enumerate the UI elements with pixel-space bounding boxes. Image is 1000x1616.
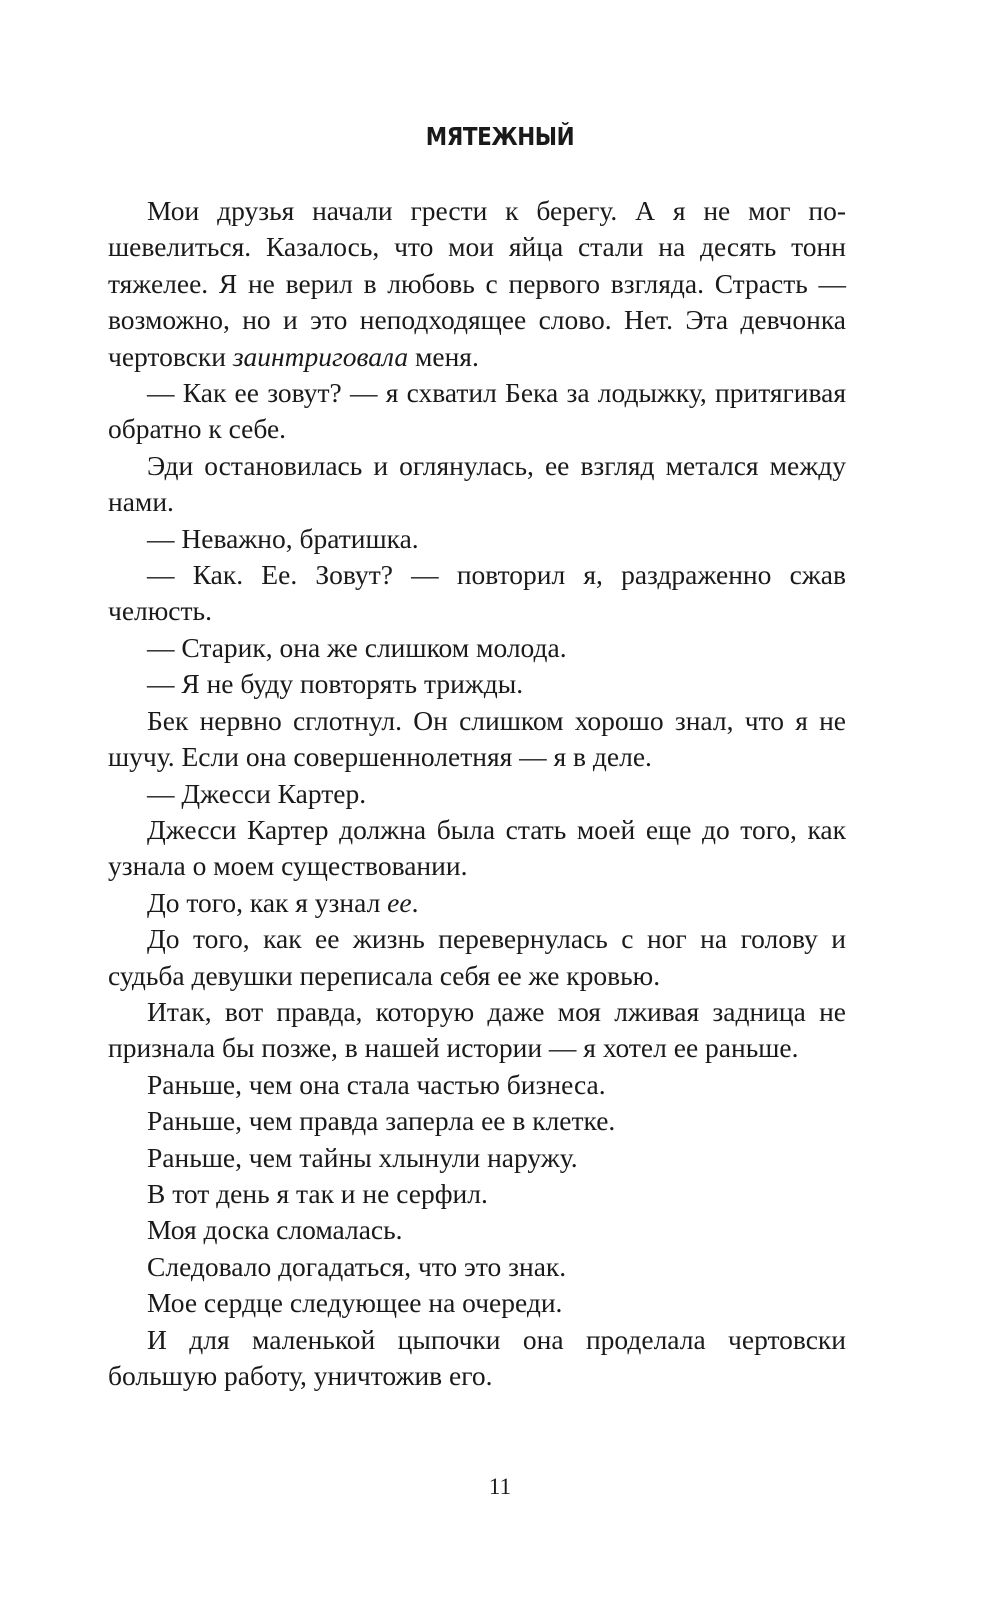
- paragraph: [108, 1103, 846, 1139]
- text-run: До того, как я узнал: [147, 886, 388, 918]
- paragraph: [108, 1249, 846, 1285]
- paragraph: [108, 994, 846, 1067]
- text-run: меня.: [408, 340, 479, 372]
- text-run: Следовало догадаться, что это знак.: [147, 1250, 567, 1282]
- text-run: — Я не буду повторять трижды.: [147, 668, 524, 700]
- text-run: — Джесси Картер.: [147, 777, 367, 809]
- text-run: Мое сердце следующее на очереди.: [147, 1287, 563, 1319]
- paragraph: [108, 885, 846, 921]
- body-text: [108, 193, 846, 1394]
- running-head: МЯТЕЖНЫЙ: [425, 122, 575, 151]
- paragraph: [108, 193, 846, 375]
- text-run: Бек нервно сглотнул. Он слишком хорошо знал, что я не шучу. Если она совершеннолетняя — я в деле.: [108, 704, 846, 773]
- text-run: — Старик, она же слишком молода.: [147, 631, 567, 663]
- text-run: Мои друзья начали грести к берегу. А я не мог пошевелиться. Казалось, что мои яйца стали на десять тонн тяжелее. Я не верил в любовь с первого взгляда. Страсть — возможно, но и это неподходящее слово. Нет. Эта девчонка чертовски: [108, 195, 846, 372]
- paragraph: [108, 375, 846, 448]
- paragraph: [108, 666, 846, 702]
- text-run: Джесси Картер должна была стать моей еще до того, как узнала о моем существовании.: [108, 813, 846, 882]
- italic-text: заинтриговала: [232, 340, 409, 372]
- text-run: И для маленькой цыпочки она проделала чертовски большую работу, уничтожив его.: [108, 1323, 846, 1391]
- text-run: Итак, вот правда, которую даже моя лживая задница не признала бы позже, в нашей истории — я хотел ее раньше.: [108, 995, 846, 1064]
- paragraph: [108, 1285, 846, 1321]
- text-run: В тот день я так и не серфил.: [147, 1177, 488, 1209]
- paragraph: [108, 1322, 846, 1395]
- text-run: — Как ее зовут? — я схватил Бека за лодыжку, притягивая обратно к себе.: [108, 377, 846, 445]
- text-run: — Неважно, братишка.: [147, 522, 419, 554]
- text-run: До того, как ее жизнь перевернулась с ног на голову и судьба девушки переписала себя ее же кровью.: [108, 923, 846, 991]
- paragraph: [108, 521, 846, 557]
- text-run: Раньше, чем тайны хлынули наружу.: [147, 1141, 578, 1173]
- text-run: .: [411, 886, 419, 918]
- paragraph: [108, 812, 846, 885]
- paragraph: [108, 448, 846, 521]
- paragraph: [108, 703, 846, 776]
- text-run: Эди остановилась и оглянулась, ее взгляд метался между нами.: [108, 449, 846, 518]
- paragraph: [108, 776, 846, 812]
- paragraph: [108, 1212, 846, 1248]
- text-run: Моя доска сломалась.: [147, 1214, 403, 1246]
- paragraph: [108, 1176, 846, 1212]
- text-run: Раньше, чем она стала частью бизнеса.: [147, 1068, 606, 1100]
- paragraph: [108, 1140, 846, 1176]
- text-run: — Как. Ее. Зовут? — повторил я, раздраженно сжав челюсть.: [108, 559, 846, 627]
- paragraph: [108, 921, 846, 994]
- italic-text: ее: [387, 886, 412, 918]
- paragraph: [108, 1067, 846, 1103]
- text-run: Раньше, чем правда заперла ее в клетке.: [147, 1105, 616, 1137]
- page-number: 11: [488, 1474, 512, 1499]
- paragraph: [108, 630, 846, 666]
- paragraph: [108, 557, 846, 630]
